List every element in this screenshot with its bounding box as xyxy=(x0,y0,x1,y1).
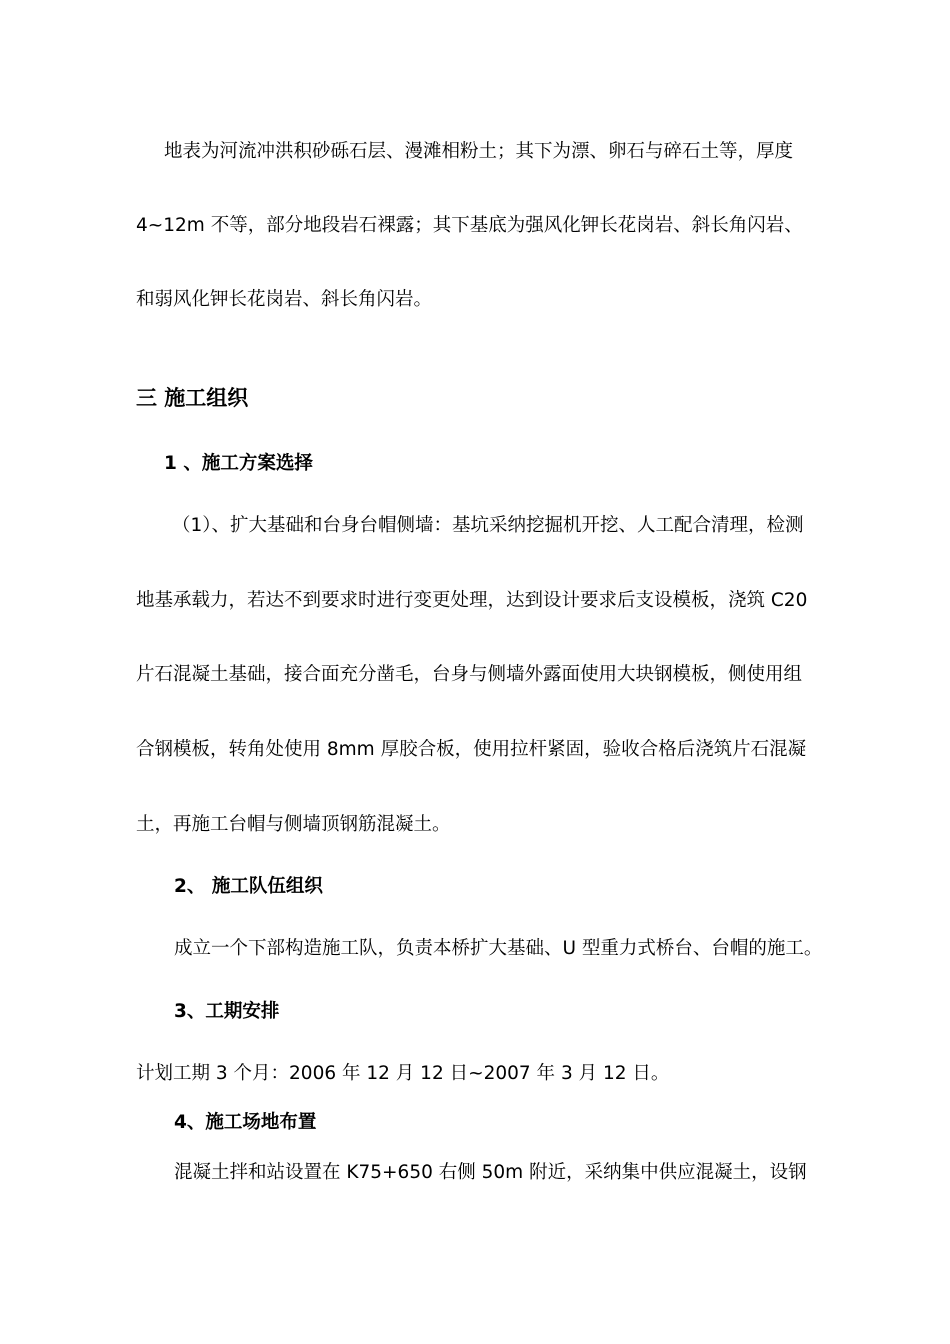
paragraph-line: 片石混凝土基础，接合面充分凿毛，台身与侧墙外露面使用大块钢模板，侧使用组 xyxy=(136,664,803,685)
paragraph-line: 4~12m 不等，部分地段岩石裸露；其下基底为强风化钾长花岗岩、斜长角闪岩、 xyxy=(136,215,803,236)
subsection-heading: 1 、施工方案选择 xyxy=(164,453,313,474)
section-heading: 三 施工组织 xyxy=(136,386,249,410)
subsection-heading: 3、工期安排 xyxy=(174,1001,280,1022)
paragraph-line: （1）、扩大基础和台身台帽侧墙：基坑采纳挖掘机开挖、人工配合清理，检测 xyxy=(172,515,804,536)
paragraph-line: 成立一个下部构造施工队，负责本桥扩大基础、U 型重力式桥台、台帽的施工。 xyxy=(174,938,823,959)
paragraph-line: 和弱风化钾长花岗岩、斜长角闪岩。 xyxy=(136,289,433,310)
paragraph-line: 合钢模板，转角处使用 8mm 厚胶合板，使用拉杆紧固，验收合格后浇筑片石混凝 xyxy=(136,739,807,760)
subsection-heading: 4、施工场地布置 xyxy=(174,1112,317,1133)
subsection-heading: 2、 施工队伍组织 xyxy=(174,876,323,897)
paragraph-line: 土，再施工台帽与侧墙顶钢筋混凝土。 xyxy=(136,814,451,835)
paragraph-line: 地基承载力，若达不到要求时进行变更处理，达到设计要求后支设模板，浇筑 C20 xyxy=(136,590,808,611)
paragraph-line: 计划工期 3 个月：2006 年 12 月 12 日~2007 年 3 月 12 日。 xyxy=(136,1063,670,1084)
paragraph-line: 混凝土拌和站设置在 K75+650 右侧 50m 附近，采纳集中供应混凝土，设钢 xyxy=(174,1162,807,1183)
paragraph-line: 地表为河流冲洪积砂砾石层、漫滩相粉土；其下为漂、卵石与碎石土等，厚度 xyxy=(164,141,794,162)
